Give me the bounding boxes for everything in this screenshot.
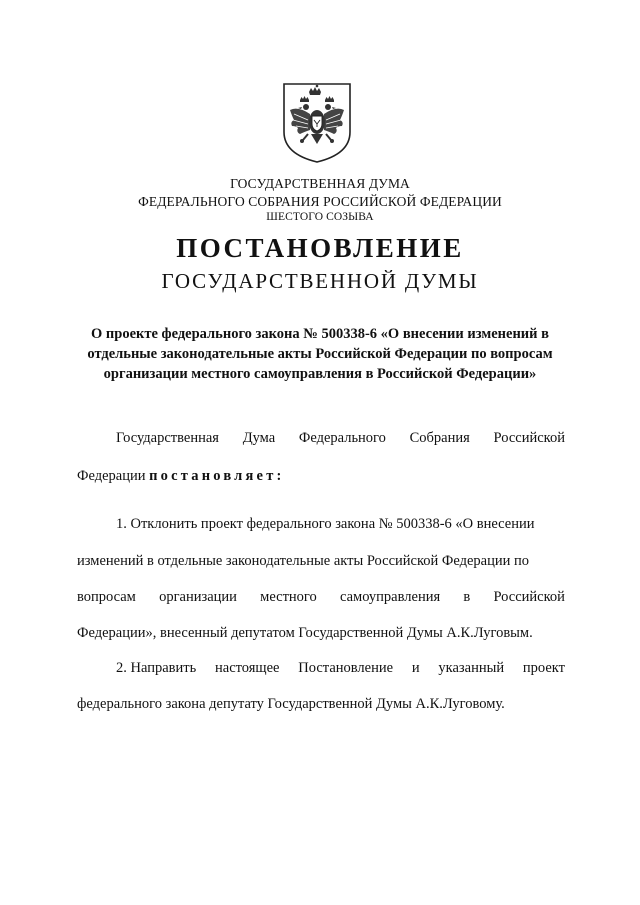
item2-word: указанный <box>438 660 505 676</box>
org-line-1: ГОСУДАРСТВЕННАЯ ДУМА <box>230 176 410 191</box>
preamble-line-1 <box>116 428 565 448</box>
subject-line-1: О проекте федерального закона № 500338-6 «О внесении изменений в <box>91 326 549 342</box>
item1-line-3 <box>77 587 565 607</box>
item2-word: и <box>411 660 420 676</box>
item2-word: 2. Направить <box>116 660 197 676</box>
item2-word: Постановление <box>298 660 394 676</box>
item1-word: в <box>463 589 471 605</box>
preamble-text: Федерации <box>77 468 150 484</box>
item1-line-2: изменений в отдельные законодательные акты Российской Федерации по <box>77 553 530 569</box>
document-subtitle: ГОСУДАРСТВЕННОЙ ДУМЫ <box>161 269 479 293</box>
item1-word: вопросам <box>77 589 136 605</box>
preamble-word: Дума <box>242 430 276 446</box>
document-title: ПОСТАНОВЛЕНИЕ <box>176 233 464 263</box>
subject-line-2: отдельные законодательные акты Российской Федерации по вопросам <box>87 346 553 362</box>
preamble-word: Российской <box>493 430 565 446</box>
subject-line-3: организации местного самоуправления в Российской Федерации» <box>103 366 537 382</box>
org-line-2: ФЕДЕРАЛЬНОГО СОБРАНИЯ РОССИЙСКОЙ ФЕДЕРАЦИИ <box>138 194 502 209</box>
preamble-word: Собрания <box>409 430 470 446</box>
resolves-keyword: постановляет: <box>149 468 285 484</box>
preamble-line-2 <box>77 466 285 486</box>
item2-word: проект <box>522 660 565 676</box>
item2-line-1 <box>116 658 565 678</box>
item1-word: самоуправления <box>340 589 441 605</box>
item2-word: настоящее <box>215 660 280 676</box>
item2-line-2: федерального закона депутату Государственной Думы А.К.Луговому. <box>77 696 505 712</box>
item1-line-4: Федерации», внесенный депутатом Государственной Думы А.К.Луговым. <box>77 625 533 641</box>
org-convocation: ШЕСТОГО СОЗЫВА <box>266 211 374 223</box>
preamble-word: Федерального <box>298 430 386 446</box>
preamble-word: Государственная <box>116 430 219 446</box>
item1-word: местного <box>260 589 317 605</box>
item1-line-1: 1. Отклонить проект федерального закона № 500338-6 «О внесении <box>116 516 535 532</box>
russian-coat-of-arms-icon <box>280 80 354 164</box>
item1-word: Российской <box>493 589 565 605</box>
item1-word: организации <box>159 589 237 605</box>
